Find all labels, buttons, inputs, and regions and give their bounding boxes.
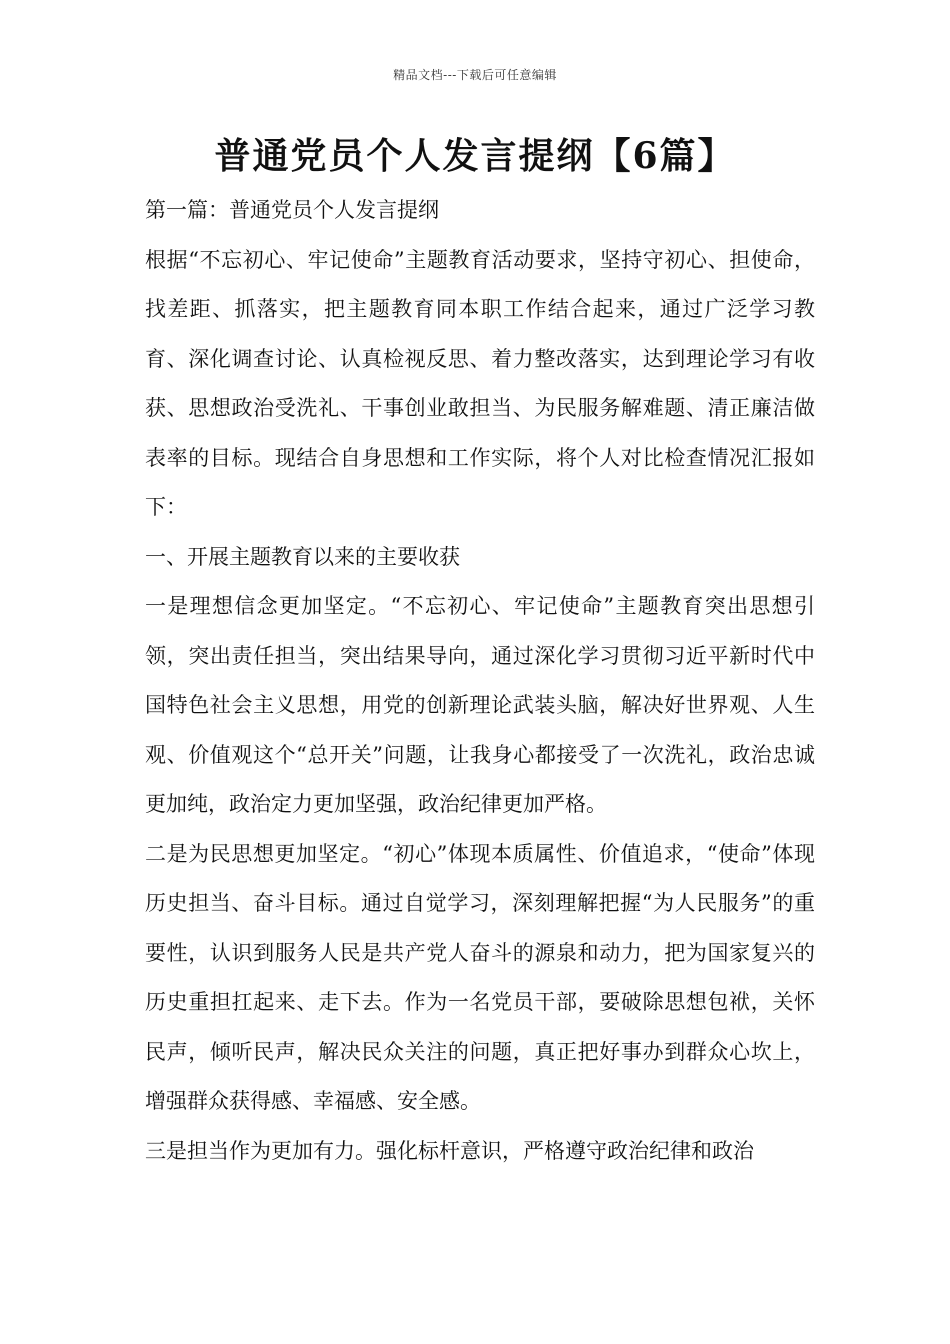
document-body — [145, 186, 815, 1176]
body-paragraph: 二是为民思想更加坚定。“初心”体现本质属性、价值追求，“使命”体现历史担当、奋斗目标。通过自觉学习，深刻理解把握“为人民服务”的重要性，认识到服务人民是共产党人奋斗的源泉和动力，把为国家复兴的历史重担扛起来、走下去。作为一名党员干部，要破除思想包袱，关怀民声，倾听民声，解决民众关注的问题，真正把好事办到群众心坎上，增强群众获得感、幸福感、安全感。 — [145, 841, 815, 1113]
document-title: 普通党员个人发言提纲【6篇】 — [214, 135, 736, 177]
body-paragraph: 根据“不忘初心、牢记使命”主题教育活动要求，坚持守初心、担使命，找差距、抓落实，把主题教育同本职工作结合起来，通过广泛学习教育、深化调查讨论、认真检视反思、着力整改落实，达到理论学习有收获、思想政治受洗礼、干事创业敢担当、为民服务解难题、清正廉洁做表率的目标。现结合自身思想和工作实际，将个人对比检查情况汇报如下： — [145, 247, 815, 519]
section-heading: 一、开展主题教育以来的主要收获 — [145, 544, 460, 569]
body-paragraph: 三是担当作为更加有力。强化标杆意识，严格遵守政治纪律和政治 — [145, 1138, 754, 1163]
section-heading: 第一篇：普通党员个人发言提纲 — [145, 198, 439, 222]
header-note: 精品文档---下载后可任意编辑 — [393, 68, 557, 82]
body-paragraph: 一是理想信念更加坚定。“不忘初心、牢记使命”主题教育突出思想引领，突出责任担当，突出结果导向，通过深化学习贯彻习近平新时代中国特色社会主义思想，用党的创新理论武装头脑，解决好世界观、人生观、价值观这个“总开关”问题，让我身心都接受了一次洗礼，政治忠诚更加纯，政治定力更加坚强，政治纪律更加严格。 — [145, 594, 815, 816]
